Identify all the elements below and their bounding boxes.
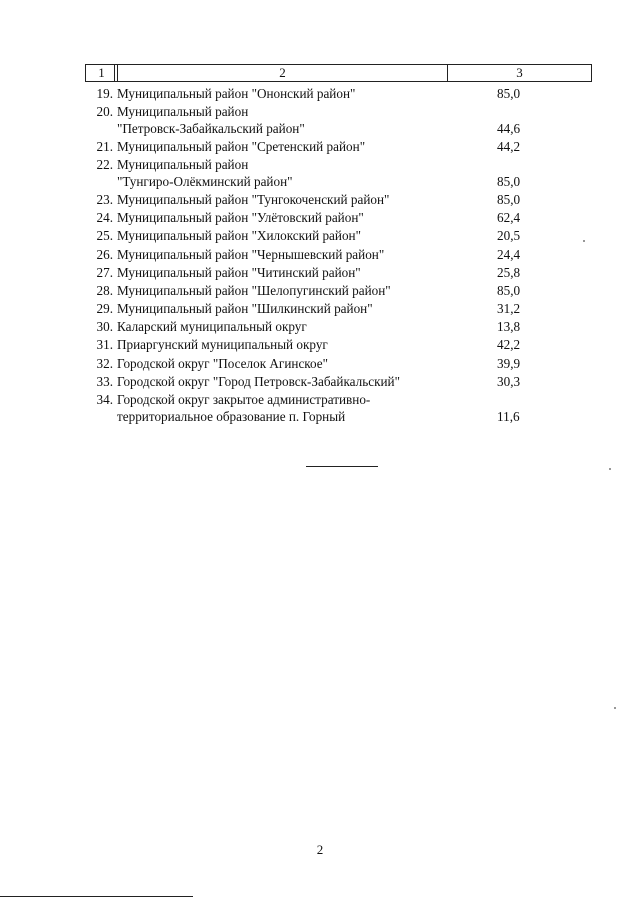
row-municipality-name: Муниципальный район "Тунгиро-Олёкминский район" — [117, 157, 293, 189]
column-header-3-label: 3 — [516, 65, 523, 80]
row-number: 28. — [96, 282, 113, 298]
table-row — [85, 247, 592, 264]
scan-speck — [614, 707, 616, 709]
row-value: 42,2 — [497, 337, 521, 353]
row-number: 21. — [96, 138, 113, 154]
row-municipality-name: Приаргунский муниципальный округ — [117, 337, 328, 353]
table-row — [85, 392, 592, 425]
table-row — [85, 228, 592, 245]
row-municipality-name: Муниципальный район "Шилкинский район" — [117, 301, 373, 317]
row-value: 85,0 — [497, 191, 521, 207]
column-header-1 — [86, 65, 118, 81]
row-number: 33. — [96, 373, 113, 389]
row-value: 13,8 — [497, 319, 521, 335]
page-number: 2 — [316, 842, 324, 857]
row-number: 27. — [96, 264, 113, 280]
row-number: 25. — [96, 228, 113, 244]
row-municipality-name: Городской округ закрытое административно- территориальное образование п. Горный — [117, 392, 371, 424]
table-row — [85, 139, 592, 156]
column-header-divider — [114, 65, 115, 81]
table-row — [85, 301, 592, 318]
row-value: 39,9 — [497, 355, 521, 371]
column-header-2 — [118, 65, 448, 81]
table-row — [85, 157, 592, 190]
column-header-3 — [448, 65, 591, 81]
row-number: 31. — [96, 337, 113, 353]
table-row — [85, 337, 592, 354]
table-row — [85, 356, 592, 373]
row-municipality-name: Муниципальный район "Хилокский район" — [117, 228, 361, 244]
row-municipality-name: Муниципальный район "Ононский район" — [117, 86, 356, 101]
table-row — [85, 104, 592, 137]
column-header-2-label: 2 — [279, 65, 286, 80]
end-separator-line — [306, 466, 378, 467]
table-row — [85, 283, 592, 300]
row-value: 44,6 — [497, 120, 521, 136]
row-number: 20. — [96, 104, 113, 120]
row-value: 44,2 — [497, 138, 521, 154]
row-municipality-name: Городской округ "Поселок Агинское" — [117, 355, 329, 371]
row-municipality-name: Городской округ "Город Петровск-Забайкальский" — [117, 373, 400, 389]
data-table-body — [85, 86, 592, 427]
row-number: 34. — [96, 392, 113, 407]
row-municipality-name: Каларский муниципальный округ — [117, 319, 307, 335]
table-row — [85, 265, 592, 282]
table-row — [85, 374, 592, 391]
row-value: 11,6 — [497, 408, 520, 424]
column-header-1-label: 1 — [98, 65, 105, 80]
row-value: 30,3 — [497, 373, 521, 389]
table-row — [85, 319, 592, 336]
row-municipality-name: Муниципальный район "Петровск-Забайкальский район" — [117, 104, 305, 136]
footer-rule — [0, 896, 193, 897]
row-value: 31,2 — [497, 301, 521, 317]
row-municipality-name: Муниципальный район "Тунгокоченский район" — [117, 191, 390, 207]
column-header-row — [85, 64, 592, 82]
row-number: 19. — [96, 86, 113, 101]
row-number: 29. — [96, 301, 113, 317]
row-value: 85,0 — [497, 282, 521, 298]
row-value: 85,0 — [497, 173, 521, 189]
row-number: 30. — [96, 319, 113, 335]
row-number: 32. — [96, 355, 113, 371]
row-number: 22. — [96, 157, 113, 173]
row-municipality-name: Муниципальный район "Чернышевский район" — [117, 246, 385, 262]
table-row — [85, 192, 592, 209]
row-value: 62,4 — [497, 210, 521, 226]
row-municipality-name: Муниципальный район "Сретенский район" — [117, 138, 366, 154]
row-municipality-name: Муниципальный район "Улётовский район" — [117, 210, 364, 226]
scan-speck — [583, 240, 585, 242]
row-value: 24,4 — [497, 246, 521, 262]
row-number: 24. — [96, 210, 113, 226]
row-municipality-name: Муниципальный район "Шелопугинский район" — [117, 282, 391, 298]
row-municipality-name: Муниципальный район "Читинский район" — [117, 264, 361, 280]
row-value: 25,8 — [497, 264, 521, 280]
table-row — [85, 210, 592, 227]
row-value: 20,5 — [497, 228, 521, 244]
row-value: 85,0 — [497, 86, 521, 101]
table-row — [85, 86, 592, 103]
row-number: 26. — [96, 246, 113, 262]
row-number: 23. — [96, 191, 113, 207]
scan-speck — [609, 468, 611, 470]
